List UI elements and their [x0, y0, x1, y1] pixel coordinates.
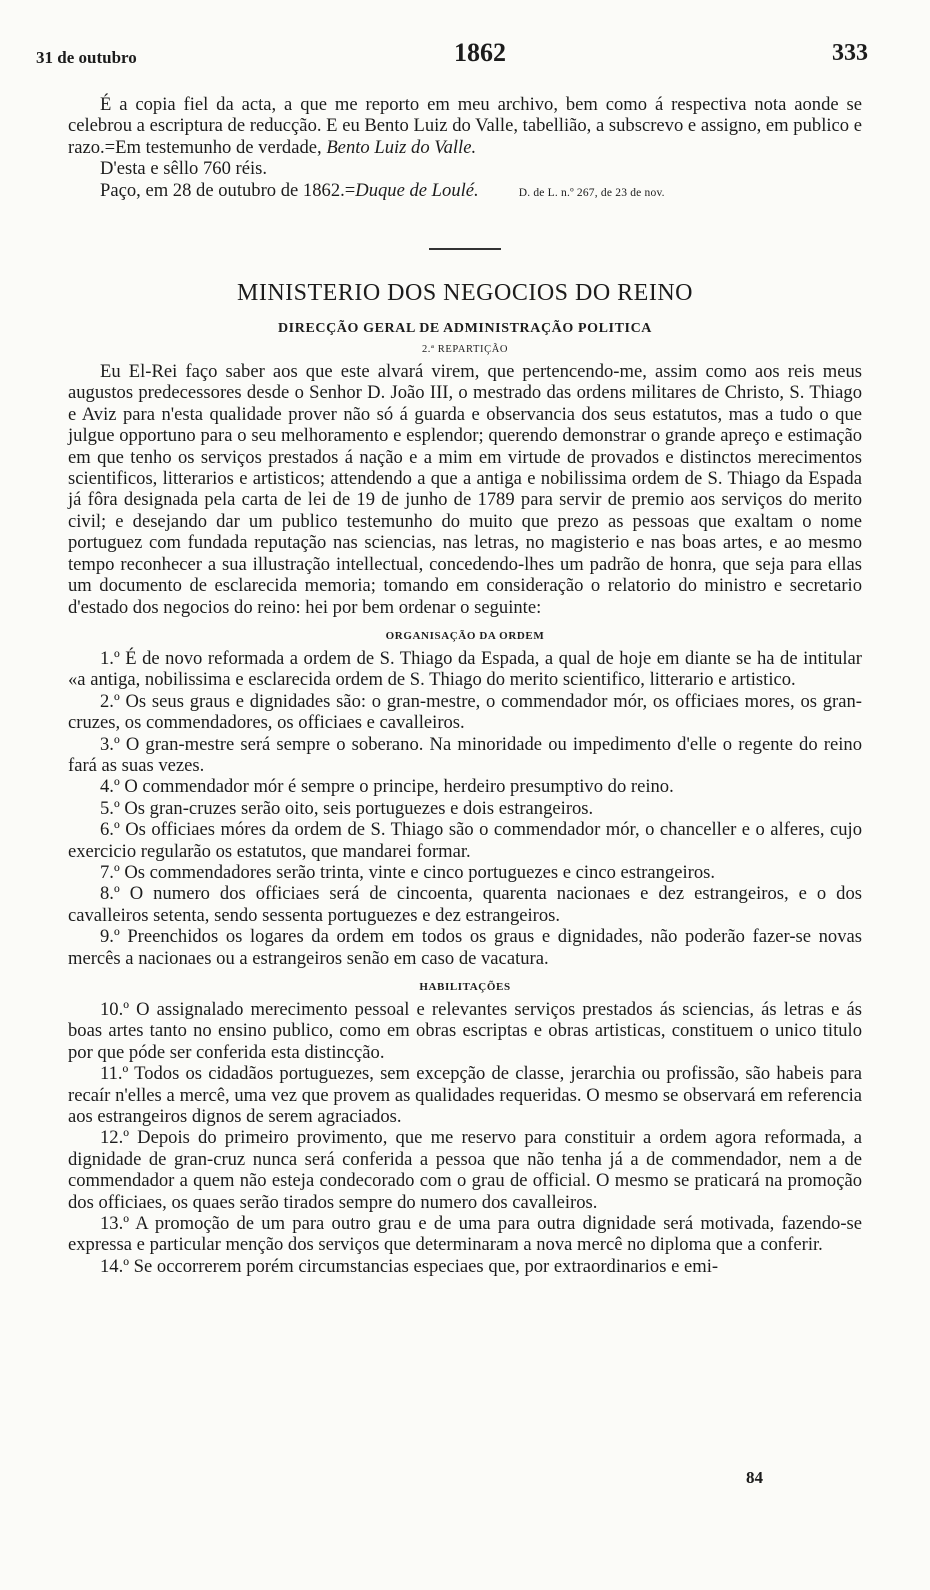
- section-divider: [429, 248, 501, 250]
- ministry-title: MINISTERIO DOS NEGOCIOS DO REINO: [237, 280, 693, 307]
- preamble-paragraph: Eu El-Rei faço saber aos que este alvará virem, que pertencendo-me, assim como aos reis meus augustos predecessores desde o Senhor D. João III, o mestrado das ordens militares de Christo, S. Thiago e Aviz para n'esta qualidade prover não só á guarda e observancia dos seus estatutos, mas a tudo o que julgue opportuno para o seu melhoramento e esplendor; querendo demonstrar o grande apreço e estimação em que tenho os serviços prestados á nação e a mim em virtude de provados e distinctos merecimentos scientificos, litterarios e artisticos; attendendo a que a antiga e nobilissima ordem de S. Thiago da Espada já fôra designada pela carta de lei de 19 de junho de 1789 para servir de premio aos serviços do merito civil; e desejando dar um publico testemunho do muito que prezo as pessoas que exaltam o nome portuguez com fundada reputação nas sciencias, nas letras, no magisterio e nas boas artes, e ao mesmo tempo reconhecer a sua illustração intellectual, concedendo-lhes um padrão de honra, que seja para ellas um documento de esclarecida memoria; tomando em consideração o relatorio do ministro e secretario d'estado dos negocios do reino: hei por bem ordenar o seguinte:: [68, 361, 862, 618]
- article-3: 3.º O gran-mestre será sempre o soberano. Na minoridade ou impedimento d'elle o regente do reino fará as suas vezes.: [68, 733, 862, 776]
- article-6: 6.º Os officiaes móres da ordem de S. Thiago são o commendador mór, o chanceller e o alferes, cujo exercicio regularão os estatutos, que mandarei formar.: [68, 819, 862, 862]
- article-10: 10.º O assignalado merecimento pessoal e relevantes serviços prestados ás sciencias, ás letras e ás boas artes tanto no ensino publico, como em obras escriptas e obras artisticas, constituem o unico titulo por que póde ser conferida esta distincção.: [68, 999, 862, 1063]
- article-7: 7.º Os commendadores serão trinta, vinte e cinco portuguezes e cinco estrangeiros.: [100, 861, 716, 883]
- duke-signature: Duque de Loulé.: [355, 179, 479, 201]
- page-number: 333: [832, 40, 868, 66]
- dating-line: [68, 180, 862, 204]
- article-1: 1.º É de novo reformada a ordem de S. Thiago da Espada, a qual de hoje em diante se ha de intitular «a antiga, nobilissima e esclarecida ordem de S. Thiago do merito scientifico, litterario e artistico.: [68, 647, 862, 691]
- section-title-organisation: ORGANISAÇÃO DA ORDEM: [385, 629, 545, 642]
- page-body: [68, 94, 862, 1277]
- article-14: 14.º Se occorrerem porém circumstancias especiaes que, por extraordinarios e emi-: [100, 1255, 719, 1277]
- article-8: 8.º O numero dos officiaes será de cincoenta, quarenta nacionaes e dez estrangeiros, e o dos cavalleiros setenta, sendo sessenta portuguezes e dez estrangeiros.: [68, 883, 862, 926]
- direction-title: DIRECÇÃO GERAL DE ADMINISTRAÇÃO POLITICA: [277, 321, 653, 337]
- intro-text: É a copia fiel da acta, a que me reporto em meu archivo, bem como á respectiva nota aonde se celebrou a escriptura de reducção. E eu Bento Luiz do Valle, tabellião, a subscrevo e assigno, em publico e razo.=Em testemunho de verdade,: [68, 94, 862, 158]
- article-5: 5.º Os gran-cruzes serão oito, seis portuguezes e dois estrangeiros.: [100, 797, 594, 819]
- page-header: [36, 38, 868, 78]
- article-2: 2.º Os seus graus e dignidades são: o gran-mestre, o commendador mór, os officiaes mores, os gran-cruzes, os commendadores, os officiaes e cavalleiros.: [68, 690, 862, 734]
- gazette-reference: D. de L. n.º 267, de 23 de nov.: [518, 186, 665, 199]
- header-date: 31 de outubro: [36, 48, 137, 67]
- article-12: 12.º Depois do primeiro provimento, que me reservo para constituir a ordem agora reformada, a dignidade de gran-cruz nunca será conferida a pessoa que não tenha já a de commendador, nem a de commendador a quem não esteja condecorado com o grau de official. O mesmo se praticará na promoção dos officiaes, os quaes serão tirados sempre do numero dos cavalleiros.: [68, 1127, 862, 1213]
- article-13: 13.º A promoção de um para outro grau e de uma para outra dignidade será motivada, fazendo-se expressa e particular menção dos serviços que determinaram a nova mercê no diploma que a conferir.: [68, 1213, 862, 1256]
- header-year: 1862: [454, 38, 506, 67]
- signature-mark: 84: [746, 1468, 763, 1487]
- article-4: 4.º O commendador mór é sempre o principe, herdeiro presumptivo do reino.: [100, 776, 674, 798]
- repartition-title: 2.ª REPARTIÇÃO: [421, 344, 509, 356]
- article-9: 9.º Preenchidos os logares da ordem em todos os graus e dignidades, não poderão fazer-se novas mercês a nacionaes ou a estrangeiros senão em caso de vacatura.: [68, 926, 862, 969]
- notary-signature: Bento Luiz do Valle.: [326, 136, 477, 158]
- section-title-habilitations: HABILITAÇÕES: [419, 981, 511, 993]
- intro-paragraph: [68, 94, 862, 158]
- dating-text: Paço, em 28 de outubro de 1862.=: [100, 179, 356, 201]
- seal-note: D'esta e sêllo 760 réis.: [100, 158, 268, 180]
- article-11: 11.º Todos os cidadãos portuguezes, sem excepção de classe, jerarchia ou profissão, são habeis para recaír n'elles a mercê, uma vez que provem as qualidades requeridas. O mesmo se observará em referencia aos estrangeiros dignos de serem agraciados.: [68, 1063, 862, 1128]
